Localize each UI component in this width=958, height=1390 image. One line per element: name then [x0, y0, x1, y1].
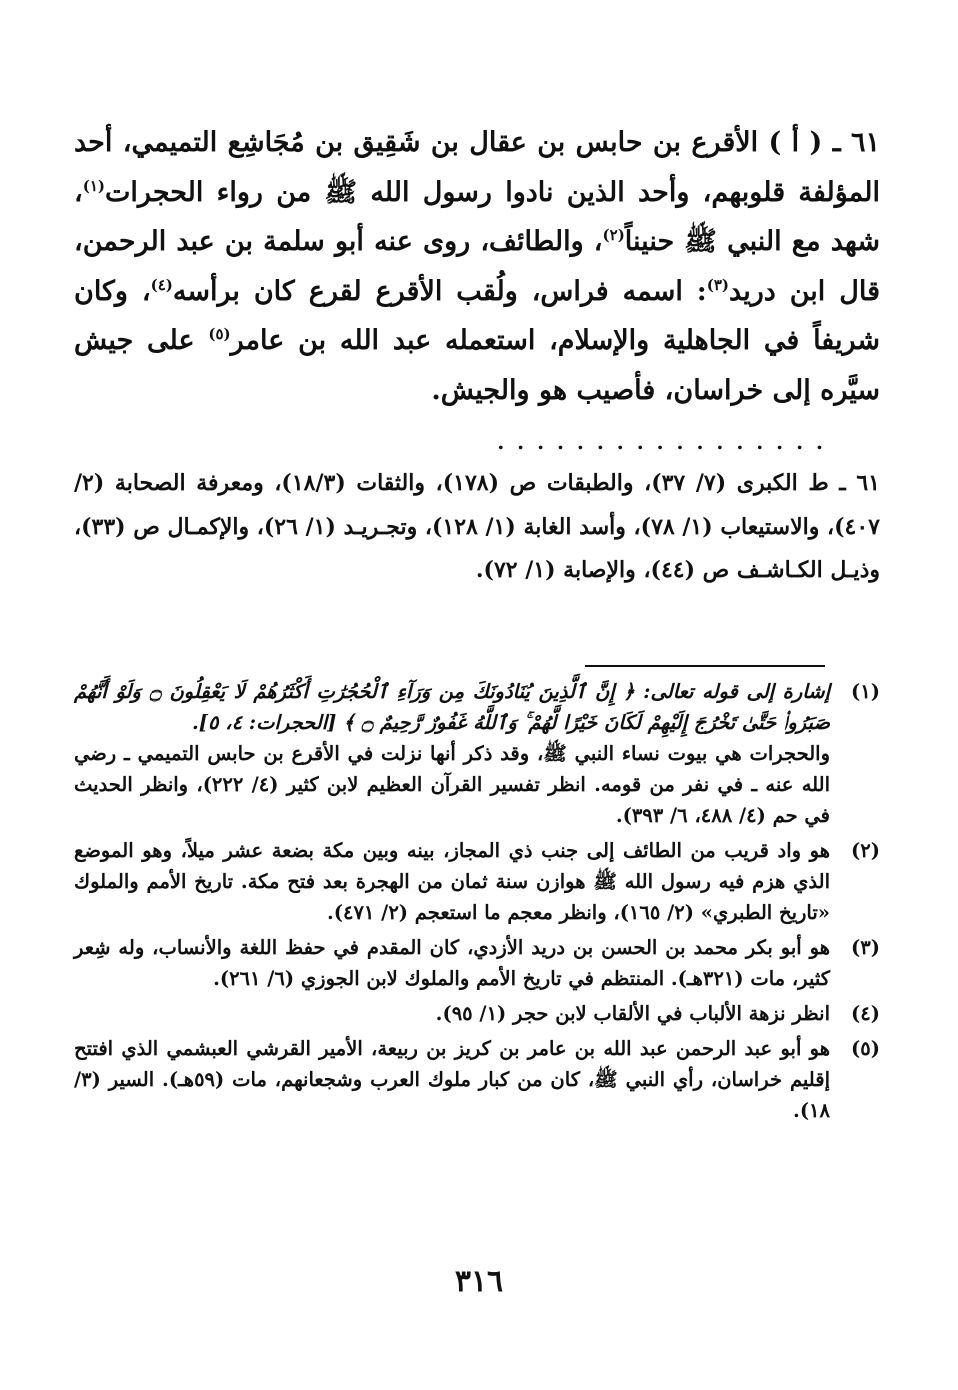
footnote-body [74, 998, 830, 1029]
footnote-2 [74, 835, 880, 928]
entry-line-2: أحد المؤلفة قلوبهم، وأحد الذين نادوا رسول الله ﷺ من رواء الحجرات [74, 127, 880, 208]
sources-list [74, 462, 880, 593]
footnote-text: انظر نزهة الألباب في الألقاب لابن حجر (١/ ٩٥). [435, 1002, 830, 1025]
footnotes-section [74, 676, 880, 1130]
footnote-body [74, 835, 830, 928]
entry-line-5: قال ابن دريد [729, 275, 880, 307]
entry-line-4: ، والطائف، روى عنه أبو سلمة بن عبد الرحمن، [74, 226, 603, 257]
dotted-separator: . . . . . . . . . . . . . . . . . [497, 430, 826, 454]
footnote-body [74, 676, 830, 831]
footnote-body [74, 1033, 830, 1126]
footnote-4 [74, 998, 880, 1029]
entry-line-1: ٦١ ـ ( أ ) الأقرع بن حابس بن عقال بن شَقِيق بن مُجَاشِع التميمي، [122, 127, 880, 158]
footnote-1 [74, 676, 880, 831]
footnote-text: هو أبو عبد الرحمن عبد الله بن عامر بن كريز بن ربيعة، الأمير القرشي العبشمي الذي افتتح إقليم خراسان، رأي النبي ﷺ، كان من كبار ملوك العرب وشجعانهم، مات (٥٩هـ). السير (٣/ ١٨). [74, 1037, 830, 1122]
footnote-number: (٤) [851, 1002, 880, 1025]
footnote-body [74, 932, 830, 994]
footnote-number: (٢) [851, 839, 880, 862]
footnote-number: (٥) [851, 1037, 880, 1060]
footnote-ref-1[interactable]: (١) [82, 176, 105, 195]
entry-paragraph: ٦١ ـ ( أ ) الأقرع بن حابس بن عقال بن شَقِيق بن مُجَاشِع التميمي، أحد المؤلفة قلوبهم، وأحد الذين نادوا رسول الله ﷺ من رواء الحجرات$^{(١)}$، شهد مع النبي ﷺ حنيناً$^{(٢)}$، والطائف، روى عنه أبو سلمة بن عبد الرحمن، قال ابن دريد$^{(٣)}$: اسمه فراس، ولُقب الأقرع لقرع كان برأسه$^{(٤)}$، وكان شريفاً في الجاهلية والإسلام، استعمله عبد الله بن عامر$^{(٥)}$ على جيش سيَّره إلى خراسان، فأصيب هو والجيش. [74, 127, 880, 406]
biography-entry [74, 118, 880, 415]
entry-line-6: : اسمه فراس، ولُقب الأقرع لقرع كان برأسه [172, 275, 707, 307]
sources-line-4: والإصابة (١/ ٧٢). [475, 557, 636, 583]
sources-paragraph [74, 462, 880, 593]
sources-line-1: ٦١ ـ ط الكبرى (٧/ ٣٧)، والطبقات ص (١٧٨)، والثقات (١٨/٣)، ومعرفة [196, 470, 880, 496]
footnote-text: هو أبو بكر محمد بن الحسن بن دريد الأزدي، كان المقدم في حفظ اللغة والأنساب، وله شِعر كثير، مات (٣٢١هـ). المنتظم في تاريخ الأمم والملوك لابن الجوزي (٦/ ٢٦١). [74, 936, 830, 990]
sources-line-3: وتجـريـد (١/ ٢٦)، والإكمـال ص (٣٣)، وذيـل الكـاشـف ص (٤٤)، [74, 513, 880, 583]
footnote-ref-4[interactable]: (٤) [150, 275, 173, 294]
footnote-number: (٣) [851, 936, 880, 959]
footnote-ref-2[interactable]: (٢) [602, 226, 625, 244]
footnote-quran-citation: إشارة إلى قوله تعالى: ﴿ إِنَّ ٱلَّذِينَ يُنَادُونَكَ مِن وَرَآءِ ٱلْحُجُرَٰتِ أَكْثَرُهُمْ لَا يَعْقِلُونَ ۝ وَلَوْ أَنَّهُمْ صَبَرُوا۟ حَتَّىٰ تَخْرُجَ إِلَيْهِمْ لَكَانَ خَيْرًا لَّهُمْ ۚ وَٱللَّهُ غَفُورٌ رَّحِيمٌ ۝ ﴾ [الحجرات: ٤، ٥]. [74, 680, 830, 734]
footnote-ref-3[interactable]: (٣) [706, 275, 730, 294]
page-number: ٣١٦ [454, 1264, 504, 1299]
footnote-text: هو واد قريب من الطائف إلى جنب ذي المجاز، بينه وبين مكة بضعة عشر ميلاً، وهو الموضع الذي هزم فيه رسول الله ﷺ هوازن سنة ثمان من الهجرة بعد فتح مكة. تاريخ الأمم والملوك «تاريخ الطبري» (٢/ ١٦٥)، وانظر معجم ما استعجم (٢/ ٤٧١). [74, 839, 830, 924]
sources-line-2: الصحابة (٢/ ٤٠٧)، والاستيعاب (١/ ٧٨)، وأسد الغابة (١/ ١٢٨)، [74, 470, 880, 540]
footnote-ref-5[interactable]: (٥) [208, 325, 231, 343]
footnote-number: (١) [851, 680, 880, 703]
footnote-divider [585, 665, 825, 667]
entry-line-3: شهد مع النبي ﷺ حنيناً [624, 226, 880, 257]
entry-line-8: على جيش سيَّره إلى خراسان، فأصيب هو والجيش. [74, 325, 880, 406]
footnote-text: والحجرات هي بيوت نساء النبي ﷺ، وقد ذكر أنها نزلت في الأقرع بن حابس التميمي ـ رضي الله عنه ـ في نفر من قومه. انظر تفسير القرآن العظيم لابن كثير (٤/ ٢٢٢)، وانظر الحديث في حم (٤/ ٤٨٨، ٦/ ٣٩٣). [74, 742, 830, 827]
entry-line-7: ، وكان شريفاً في الجاهلية والإسلام، استعمله عبد الله بن عامر [74, 275, 880, 356]
footnote-5 [74, 1033, 880, 1126]
footnote-3 [74, 932, 880, 994]
